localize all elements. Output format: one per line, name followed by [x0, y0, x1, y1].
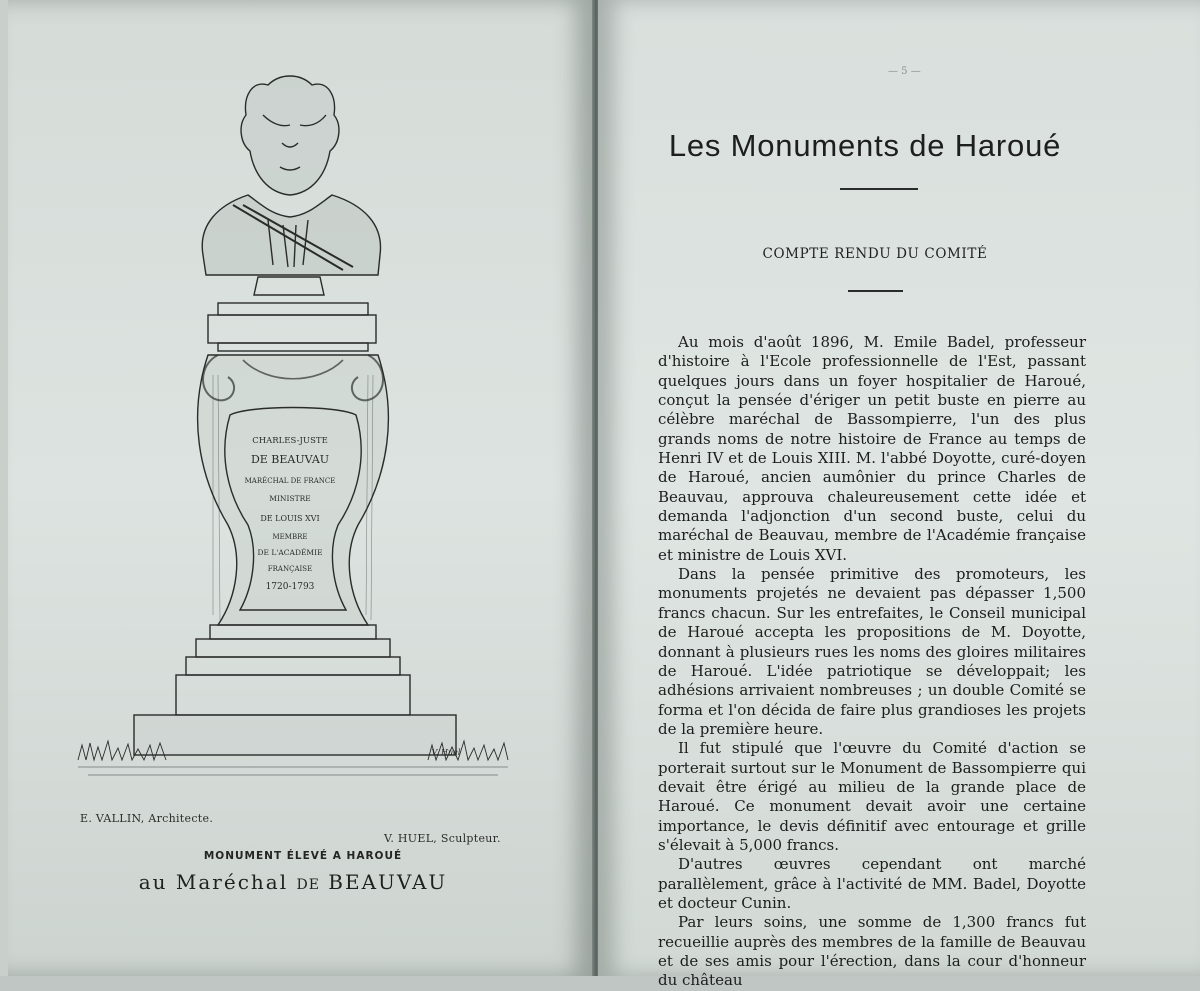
paragraph: D'autres œuvres cependant ont marché parallèlement, grâce à l'activité de MM. Badel, Doyotte et docteur Cunin.: [658, 855, 1086, 912]
inscription-line: DE BEAUVAU: [250, 453, 330, 466]
bust-monument-illustration: [68, 55, 528, 795]
inscription-line: DE LOUIS XVI: [260, 514, 320, 523]
body-text: [658, 333, 1086, 991]
caption-part: DE: [296, 877, 320, 893]
inscription-line: FRANÇAISE: [267, 565, 313, 573]
inscription-line: CHARLES-JUSTE: [252, 436, 328, 446]
inscription-line: 1720-1793: [265, 582, 315, 592]
page-title: Les Monuments de Haroué: [668, 128, 1062, 163]
section-subtitle: COMPTE RENDU DU COMITÉ: [762, 246, 988, 262]
caption-line1: MONUMENT ÉLEVÉ A HAROUÉ: [203, 850, 403, 862]
left-page: [8, 0, 594, 976]
page-number: — 5 —: [888, 66, 921, 77]
subtitle-divider: [848, 290, 903, 292]
caption-part: au Maréchal: [138, 870, 289, 894]
paragraph: Par leurs soins, une somme de 1,300 francs fut recueillie auprès des membres de la famille de Beauvau et de ses amis pour l'érection, dans la cour d'honneur du château: [658, 913, 1086, 990]
title-divider: [840, 188, 918, 190]
sculptor-credit: V. HUEL, Sculpteur.: [384, 832, 501, 845]
caption-line2: [128, 870, 458, 894]
paragraph: Dans la pensée primitive des promoteurs, les monuments projetés ne devaient pas dépasser 1,500 francs chacun. Sur les entrefaites, le Conseil municipal de Haroué accepta les propositions de M. Doyotte, donnant à plusieurs rues les noms des gloires militaires de Haroué. L'idée patriotique se développait; les adhésions arrivaient nombreuses ; un double Comité se forma et l'on décida de faire plus grandioses les projets de la première heure.: [658, 565, 1086, 738]
paragraph: Il fut stipulé que l'œuvre du Comité d'action se porterait surtout sur le Monument de Bassompierre qui devait être érigé au milieu de la grande place de Haroué. Ce monument devait avoir une certaine importance, le devis définitif avec entourage et grille s'élevait à 5,000 francs.: [658, 739, 1086, 854]
inscription-line: MARÉCHAL DE FRANCE: [244, 477, 336, 485]
caption-part: BEAUVAU: [328, 870, 448, 894]
inscription-line: DE L'ACADÉMIE: [257, 548, 323, 557]
inscription-line: MINISTRE: [269, 494, 311, 503]
sculptor-signature: V. Huel: [431, 748, 461, 757]
paragraph: Au mois d'août 1896, M. Emile Badel, professeur d'histoire à l'Ecole professionnelle de l'Est, passant quelques jours dans un foyer hospitalier de Haroué, conçut la pensée d'ériger un petit buste en pierre au célèbre maréchal de Bassompierre, l'un des plus grands noms de notre histoire de France au temps de Henri IV et de Louis XIII. M. l'abbé Doyotte, curé-doyen de Haroué, ancien aumônier du prince Charles de Beauvau, approuva chaleureusement cette idée et demanda l'adjonction d'un second buste, celui du maréchal de Beauvau, membre de l'Académie française et ministre de Louis XVI.: [658, 333, 1086, 564]
inscription-line: MEMBRE: [272, 533, 308, 541]
architect-credit: E. VALLIN, Architecte.: [80, 812, 214, 825]
